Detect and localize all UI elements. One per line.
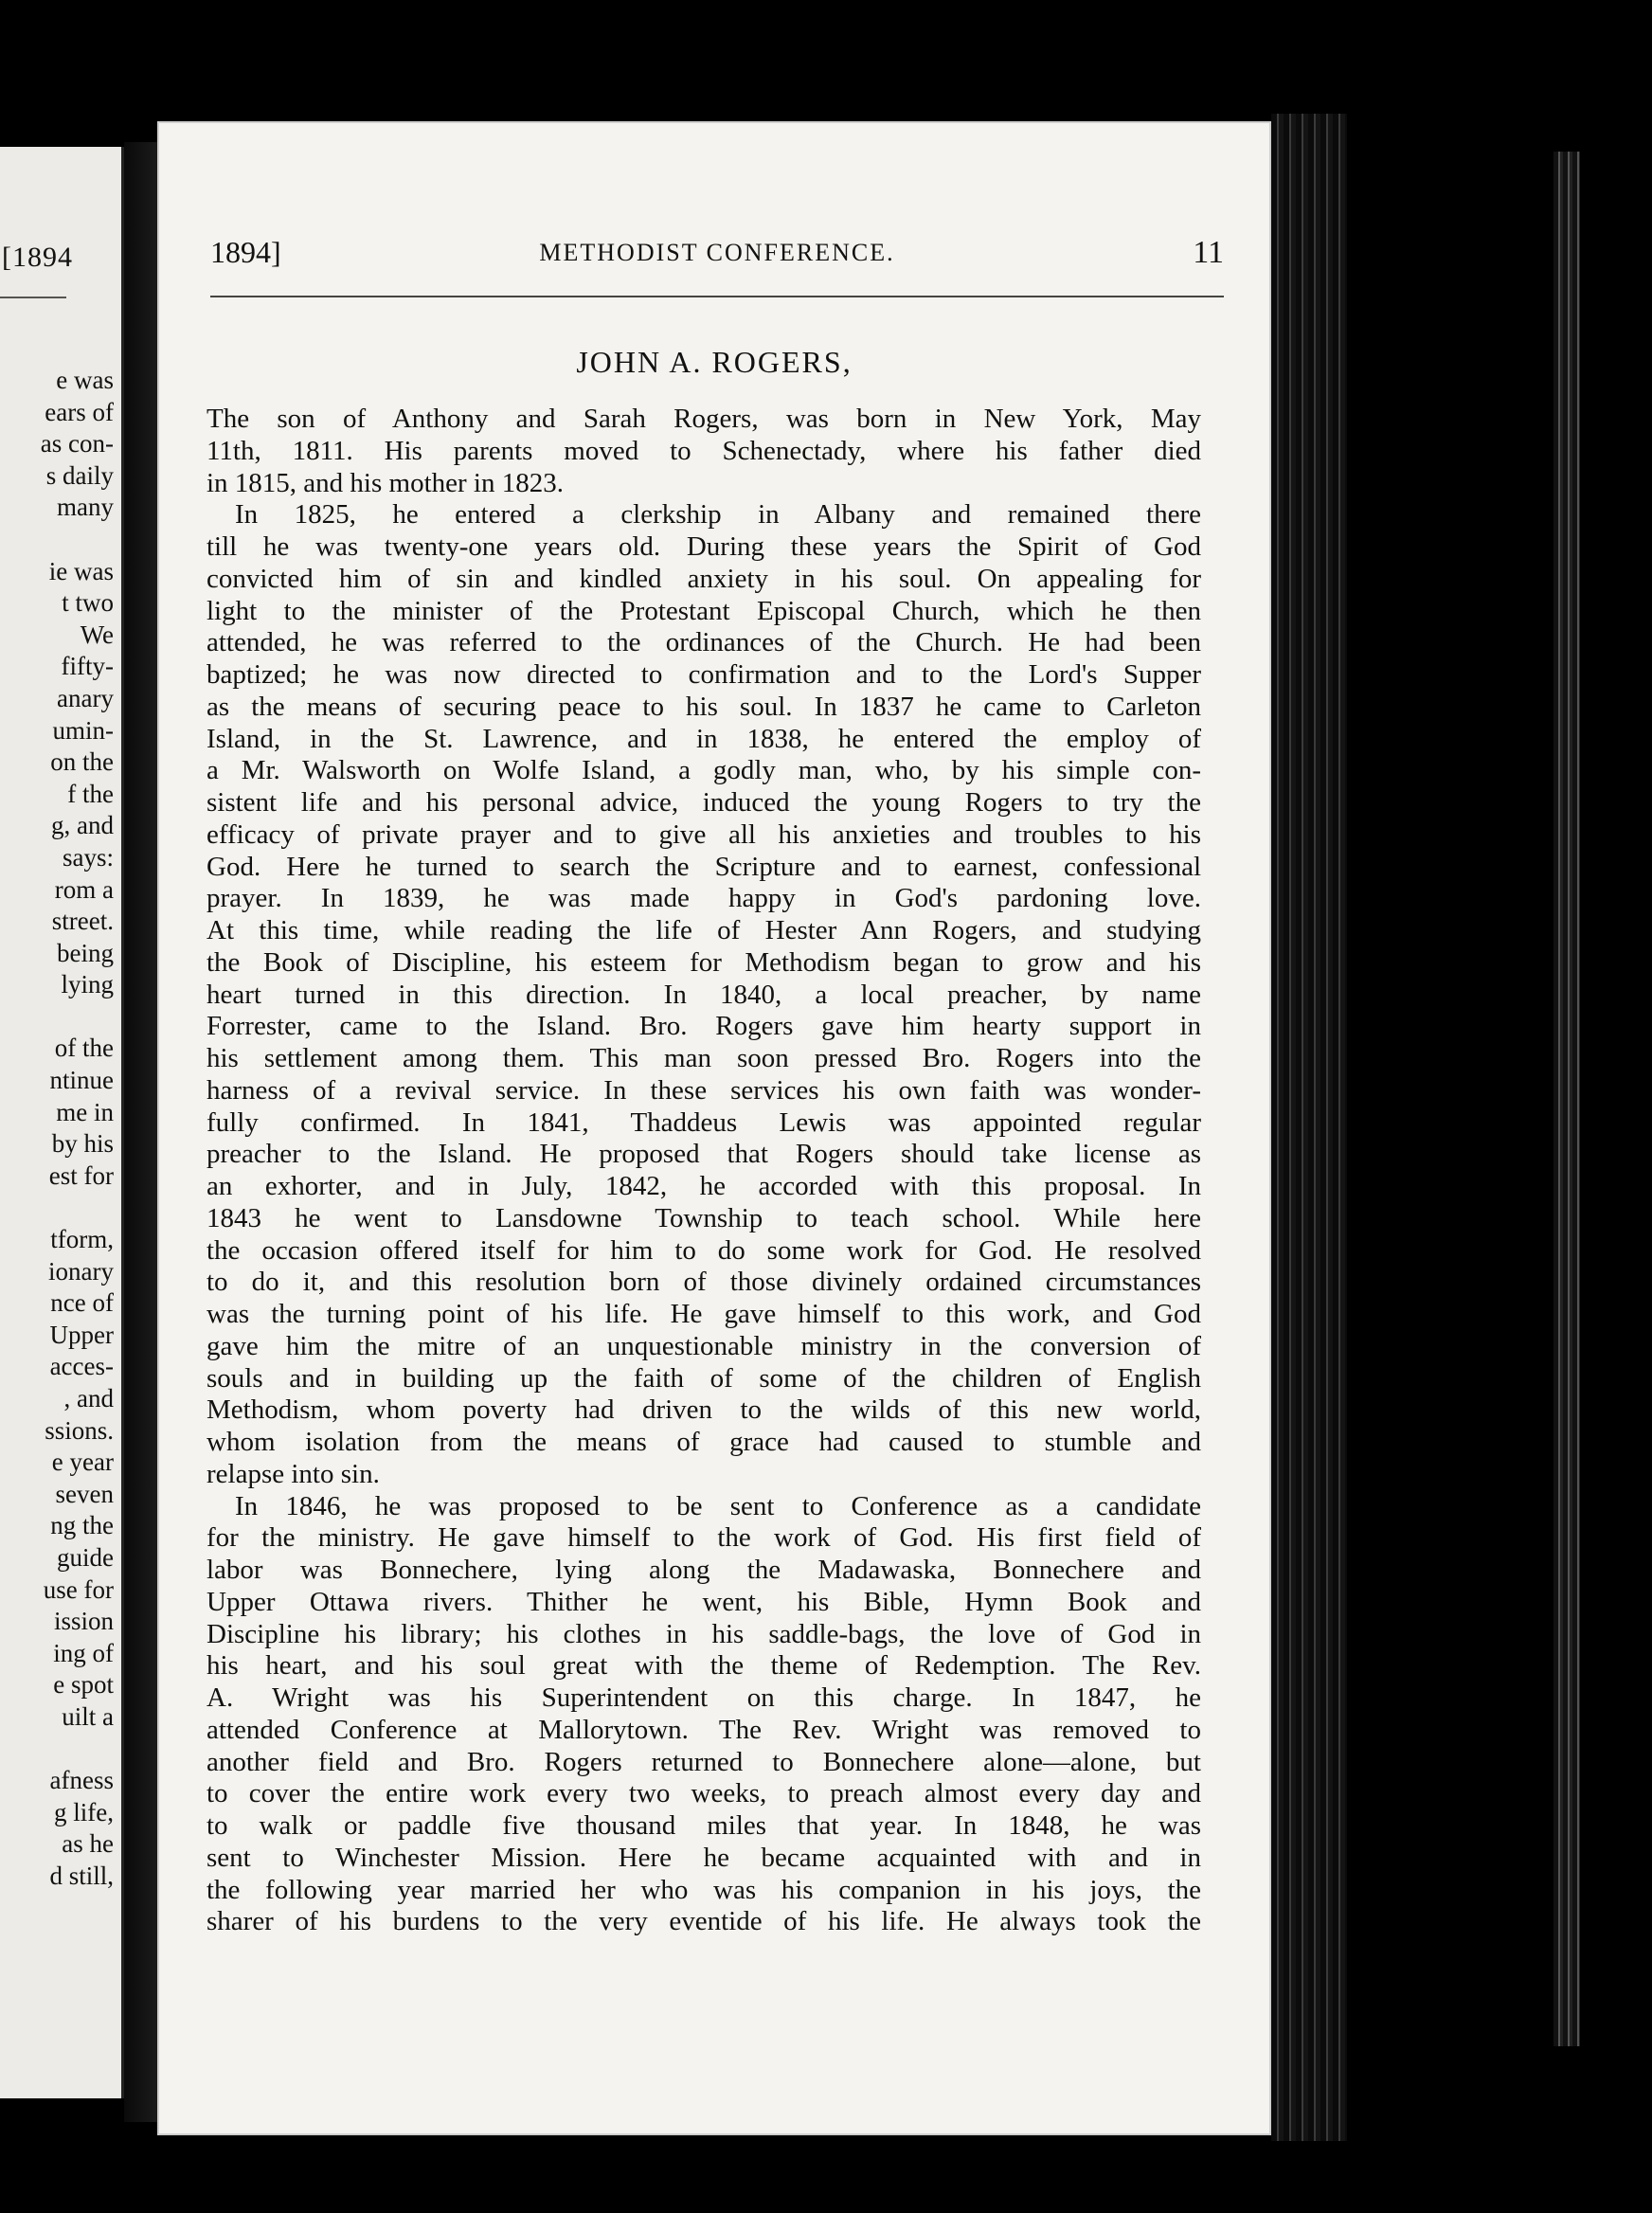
previous-page-line: umin- <box>52 715 114 745</box>
text-line: convicted him of sin and kindled anxiety in his soul. On appealing for <box>206 563 1201 594</box>
previous-page-line: t two <box>62 588 114 618</box>
text-line: fully confirmed. In 1841, Thaddeus Lewis was appointed regular <box>206 1106 1201 1138</box>
previous-page-line: seven <box>55 1479 114 1508</box>
previous-page-line: est for <box>48 1160 114 1190</box>
previous-page-line: anary <box>57 683 114 712</box>
previous-page-line: nce of <box>50 1288 114 1318</box>
previous-page-line: uilt a <box>62 1701 114 1731</box>
text-line: sistent life and his personal advice, induced the young Rogers to try the <box>206 787 1201 818</box>
previous-page-line: ssions. <box>45 1415 114 1445</box>
text-line: for the ministry. He gave himself to the work of God. His first field of <box>206 1522 1201 1554</box>
previous-page-line: lying <box>61 970 114 999</box>
text-line: The son of Anthony and Sarah Rogers, was born in New York, May <box>206 404 1201 434</box>
previous-page-line: ng the <box>50 1511 114 1540</box>
text-line: to cover the entire work every two weeks, to preach almost every day and <box>206 1778 1201 1809</box>
previous-page-line: says: <box>63 842 114 872</box>
previous-page-line: street. <box>51 907 114 936</box>
previous-page-line: on the <box>50 747 114 777</box>
text-line: 11th, 1811. His parents moved to Schenectady, where his father died <box>206 435 1201 466</box>
previous-page-line: being <box>57 938 114 967</box>
previous-page-line: e was <box>56 366 114 394</box>
previous-page-line: We <box>80 620 114 649</box>
text-line: In 1846, he was proposed to be sent to Conference as a candidate <box>235 1490 1201 1521</box>
previous-page-line: afness <box>49 1766 114 1795</box>
text-line: in 1815, and his mother in 1823. <box>206 467 564 498</box>
text-line: the Book of Discipline, his esteem for Methodism began to grow and his <box>206 946 1201 978</box>
text-line: Island, in the St. Lawrence, and in 1838, he entered the employ of <box>206 723 1201 754</box>
text-line: was the turning point of his life. He gave himself to this work, and God <box>206 1299 1201 1329</box>
text-line: to do it, and this resolution born of those divinely ordained circumstances <box>206 1267 1201 1298</box>
page-number: 11 <box>1193 235 1224 270</box>
text-line: as the means of securing peace to his soul. In 1837 he came to Carleton <box>206 691 1201 722</box>
text-line: labor was Bonnechere, lying along the Madawaska, Bonnechere and <box>206 1555 1201 1585</box>
text-line: God. Here he turned to search the Scripture and to earnest, confessional <box>206 851 1201 882</box>
previous-page-line: s daily <box>45 460 114 490</box>
previous-page-line: fifty- <box>61 652 114 681</box>
previous-page-line: , and <box>63 1384 114 1412</box>
previous-page-text <box>41 365 114 1893</box>
previous-page-line: as he <box>62 1829 114 1859</box>
previous-page-line <box>41 1734 114 1766</box>
previous-page-line: by his <box>51 1129 114 1159</box>
text-line: preacher to the Island. He proposed that Rogers should take license as <box>206 1139 1201 1170</box>
text-line: baptized; he was now directed to confirmation and to the Lord's Supper <box>206 659 1201 690</box>
previous-page-line: many <box>57 493 114 522</box>
text-line: light to the minister of the Protestant Episcopal Church, which he then <box>206 595 1201 626</box>
article-body <box>206 404 1201 1938</box>
text-line: At this time, while reading the life of Hester Ann Rogers, and studying <box>206 915 1201 945</box>
previous-page-line: guide <box>57 1542 114 1572</box>
previous-page-line: ie was <box>48 556 114 585</box>
previous-page-line: f the <box>67 779 114 808</box>
previous-page-fragment <box>0 147 124 2098</box>
text-line: efficacy of private prayer and to give all his anxieties and troubles to his <box>206 819 1201 850</box>
header-year: 1894] <box>210 235 281 269</box>
previous-page-line: e spot <box>53 1670 114 1700</box>
previous-page-line: acces- <box>49 1352 114 1381</box>
text-line: attended Conference at Mallorytown. The Rev. Wright was removed to <box>206 1714 1201 1745</box>
text-line: the occasion offered itself for him to do some work for God. He resolved <box>206 1234 1201 1266</box>
book-page <box>157 121 1271 2135</box>
previous-page-line: g, and <box>51 811 114 840</box>
previous-page-line: use for <box>43 1574 114 1604</box>
previous-page-line: rom a <box>54 874 114 904</box>
text-line: In 1825, he entered a clerkship in Albany and remained there <box>235 499 1201 531</box>
text-line: an exhorter, and in July, 1842, he accorded with this proposal. In <box>206 1171 1201 1201</box>
text-line: till he was twenty-one years old. During these years the Spirit of God <box>206 531 1201 562</box>
text-line: his settlement among them. This man soon pressed Bro. Rogers into the <box>206 1043 1201 1073</box>
previous-page-line: as con- <box>40 429 114 459</box>
previous-page-line: me in <box>56 1097 114 1126</box>
text-line: his heart, and his soul great with the theme of Redemption. The Rev. <box>206 1650 1201 1682</box>
text-line: relapse into sin. <box>206 1458 380 1489</box>
previous-page-line <box>41 524 114 556</box>
text-line: Methodism, whom poverty had driven to the wilds of this new world, <box>206 1394 1201 1426</box>
book-page-edges <box>1271 114 1347 2141</box>
book-gutter <box>124 142 162 2122</box>
text-line: harness of a revival service. In these services his own faith was wonder- <box>206 1074 1201 1106</box>
text-line: A. Wright was his Superintendent on this charge. In 1847, he <box>206 1682 1201 1713</box>
previous-page-line: tform, <box>50 1225 114 1254</box>
text-line: Discipline his library; his clothes in his saddle-bags, the love of God in <box>206 1618 1201 1649</box>
previous-page-line: e year <box>51 1448 114 1477</box>
previous-page-line: d still, <box>49 1861 114 1890</box>
text-line: Upper Ottawa rivers. Thither he went, his Bible, Hymn Book and <box>206 1586 1201 1617</box>
text-line: 1843 he went to Lansdowne Township to teach school. While here <box>206 1202 1201 1233</box>
previous-page-line: ing of <box>53 1638 114 1667</box>
text-line: sent to Winchester Mission. Here he became acquainted with and in <box>206 1842 1201 1873</box>
header-title: METHODIST CONFERENCE. <box>539 239 895 266</box>
previous-page-line: ntinue <box>49 1066 114 1095</box>
previous-page-line: g life, <box>54 1797 114 1826</box>
text-line: sharer of his burdens to the very eventide of his life. He always took the <box>206 1906 1201 1937</box>
previous-page-header: [1894 <box>2 242 73 273</box>
text-line: another field and Bro. Rogers returned to Bonnechere alone—alone, but <box>206 1746 1201 1777</box>
article-title: JOHN A. ROGERS, <box>576 345 853 379</box>
text-line: gave him the mitre of an unquestionable ministry in the conversion of <box>206 1330 1201 1361</box>
previous-page-line <box>41 1001 114 1034</box>
header-rule <box>210 296 1224 297</box>
text-line: heart turned in this direction. In 1840, a local preacher, by name <box>206 979 1201 1010</box>
running-header <box>210 235 1224 277</box>
previous-page-rule <box>0 297 66 298</box>
text-line: souls and in building up the faith of some of the children of English <box>206 1362 1201 1394</box>
text-line: to walk or paddle five thousand miles that year. In 1848, he was <box>206 1810 1201 1841</box>
text-line: a Mr. Walsworth on Wolfe Island, a godly man, who, by his simple con- <box>206 755 1201 786</box>
previous-page-line: of the <box>54 1034 114 1063</box>
text-line: whom isolation from the means of grace had caused to stumble and <box>206 1427 1201 1457</box>
previous-page-line: ission <box>53 1607 114 1636</box>
text-line: Forrester, came to the Island. Bro. Rogers gave him hearty support in <box>206 1011 1201 1042</box>
text-line: attended, he was referred to the ordinances of the Church. He had been <box>206 627 1201 658</box>
previous-page-line: ears of <box>45 397 114 426</box>
text-line: the following year married her who was his companion in his joys, the <box>206 1874 1201 1905</box>
previous-page-line: Upper <box>49 1320 114 1349</box>
text-line: prayer. In 1839, he was made happy in God's pardoning love. <box>206 883 1201 914</box>
book-page-edges-far <box>1553 152 1580 2046</box>
previous-page-line <box>41 1192 114 1224</box>
previous-page-line: ionary <box>48 1256 114 1286</box>
